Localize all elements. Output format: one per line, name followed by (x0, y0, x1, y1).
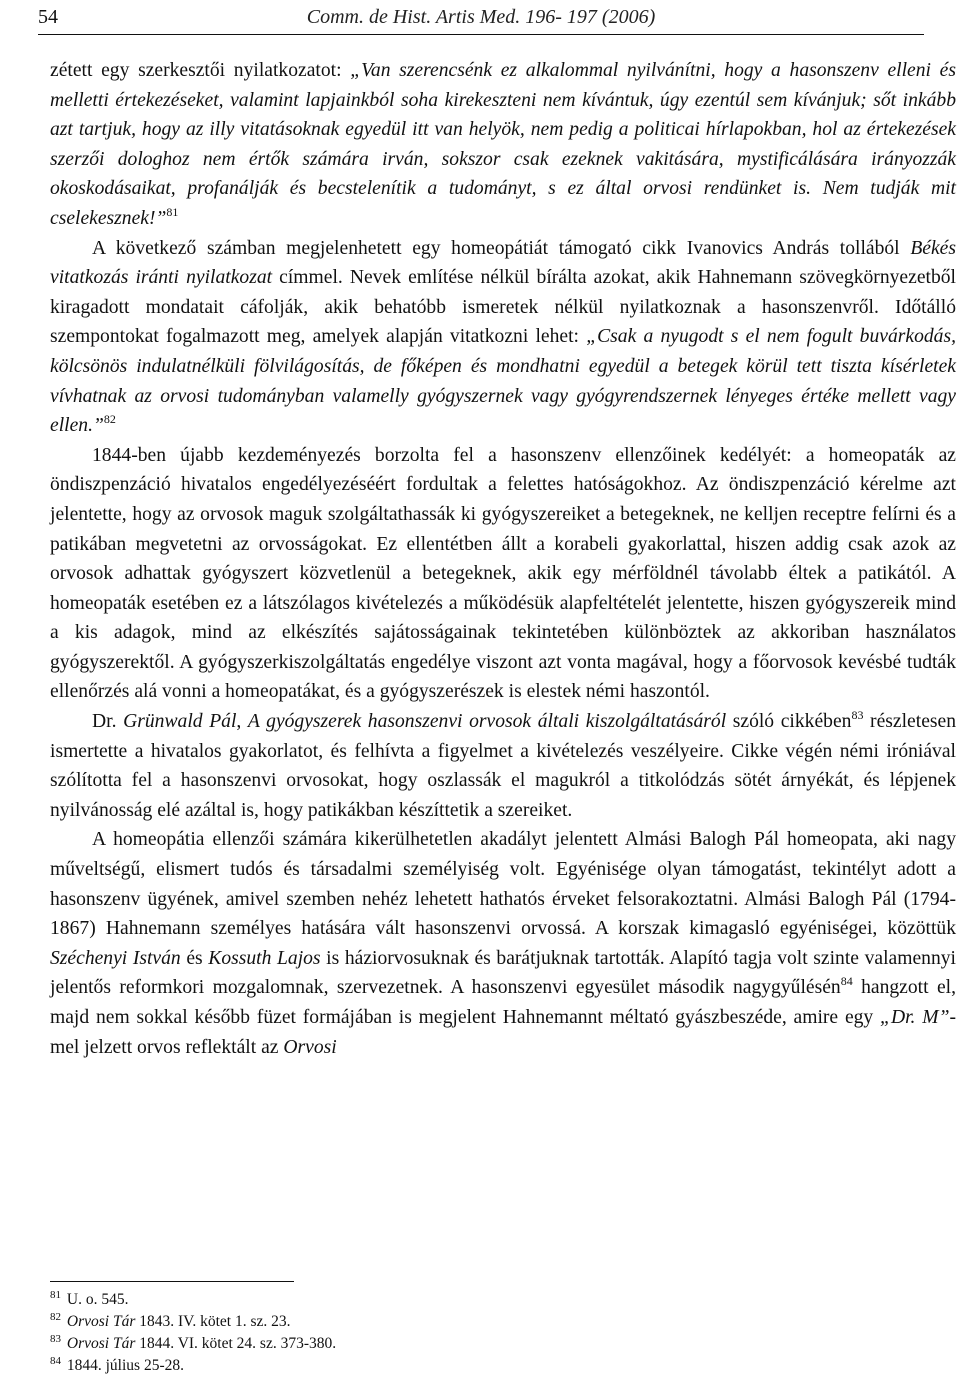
header-rule (38, 34, 924, 35)
page-header (38, 6, 924, 36)
footnote-rule (50, 1281, 294, 1282)
p5-text-4: hangzott el, majd nem sokkal később füzet formájában is megjelent Hahnemannt méltató gyászbeszéde, amire egy (50, 977, 956, 1028)
footnote-81 (50, 1289, 650, 1311)
footnote-text: 1843. IV. kötet 1. sz. 23. (135, 1313, 291, 1330)
p2-title: Békés vitatkozás iránti nyilatkozat (50, 237, 956, 289)
p2-quote: „Csak a nyugodt s el nem fogult buvárkodás, kölcsönös indulatnélküli fölvilágosítás, de főképen és mondhatni egyedül a betegek körül tett tiszta kísérletek vívhatnak az orvosi tudományban valamelly gyógyszernek vagy gyógyrendszernek lényeges értéke mellett vagy ellen.” (50, 326, 956, 437)
p4-text-1: Dr. (92, 711, 124, 733)
p1-lead: zétett egy szerkesztői nyilatkozatot: (50, 60, 351, 81)
footnote-num: 84 (50, 1355, 61, 1367)
footnote-ref-81: 81 (166, 204, 179, 219)
footnote-82 (50, 1311, 650, 1333)
p1-quote: „Van szerencsénk ez alkalommal nyilvánítni, hogy a hasonszenv elleni és melletti értekezéseket, valamint lapjainkból soha kirekeszteni nem kívántuk, úgy ezentúl sem kívánjuk; sőt inkább azt tartjuk, hogy az illy vitatásoknak egyedül itt van helyök, nem pedig a politicai hírlapokban, hol az értekezések szerzői dologhoz nem értők számára irván, sokszor csak ezeknek vakitására, mystificálására irányozzák okoskodásaikat, profanálják és becstelenítik a tudományt, s ez által orvosi rendünket is. Nem tudják mit cselekesznek!” (50, 60, 956, 229)
paragraph-1 (50, 56, 956, 234)
p5-name-2: Kossuth Lajos (208, 947, 321, 969)
footnote-84 (50, 1355, 650, 1377)
p2-text-1: A következő számban megjelenhetett egy homeopátiát támogató cikk Ivanovics András tollából (92, 237, 911, 259)
paragraph-2 (50, 234, 956, 441)
paragraph-5 (50, 825, 956, 1062)
p4-title: A gyógyszerek hasonszenvi orvosok általi kiszolgáltatásáról (247, 711, 727, 733)
footnotes (50, 1289, 650, 1377)
p4-sep: , (236, 711, 248, 733)
footnote-text: 1844. VI. kötet 24. sz. 373-380. (135, 1335, 337, 1352)
footnote-ref-83: 83 (851, 708, 864, 723)
p5-text-3: is háziorvosuknak és barátjuknak tartották. Alapító tagja volt szinte valamennyi jelentős reformkori mozgalomnak, szervezetnek. A hasonszenvi egyesület második nagygyűlésén (50, 947, 956, 999)
footnote-83 (50, 1333, 650, 1355)
footnote-text: U. o. 545. (66, 1291, 129, 1308)
paragraph-4 (50, 707, 956, 825)
body-text (50, 56, 956, 1062)
p4-author: Grünwald Pál (123, 711, 237, 733)
paragraph-3: 1844-ben újabb kezdeményezés borzolta fel a hasonszenv ellenzőinek kedélyét: a homeopaták az öndiszpenzáció hivatalos engedélyezéséért fordultak a felettes hatóságokhoz. Az öndiszpenzáció kérelme azt jelentette, hogy az orvosok maguk szolgáltathassák ki gyógyszereiket a betegeknek, ne kelljen receptre felírni és a patikában megvetetni az orvosságokat. Ez ellentétben állt a korabeli gyakorlattal, hiszen addig csak azok az orvosok adhattak gyógyszert közvetlenül a betegeknek, akik egy mérföldnél távolabb éltek a patikától. A homeopaták esetében ez a látszólagos kivételezés a működésük alapfeltételét jelentette, hiszen gyógyszereik mind a kis adagok, mind az elkészítés sajátosságainak tekintetében különböztek az akkoriban használatos gyógyszerektől. A gyógyszerkiszolgáltatás engedélye viszont azt vonta magával, hogy a főorvosok kevésbé tudták ellenőrzés alá vonni a homeopatákat, és a gyógyszerészek is elestek némi haszontól. (50, 444, 956, 703)
p5-text-5: -mel jelzett orvos reflektált az (50, 1007, 957, 1058)
page-number: 54 (38, 6, 58, 28)
p5-dr: „Dr. M” (880, 1007, 950, 1028)
footnote-journal: Orvosi Tár (66, 1313, 136, 1330)
p4-text-2: szóló cikkében (726, 711, 852, 733)
footnote-journal: Orvosi Tár (66, 1335, 136, 1352)
running-head: Comm. de Hist. Artis Med. 196- 197 (2006) (306, 6, 656, 28)
footnote-text: 1844. július 25-28. (66, 1357, 184, 1374)
footnote-ref-84: 84 (840, 974, 853, 989)
footnote-num: 82 (50, 1311, 61, 1323)
footnote-num: 83 (50, 1333, 61, 1345)
p5-text-2: és (180, 947, 209, 969)
footnote-ref-82: 82 (103, 412, 116, 427)
p4-text-3: részletesen ismertette a hivatalos gyakorlatot, és felhívta a figyelmet a kivételezés veszélyeire. Cikke végén némi iróniával szólította fel a hasonszenvi orvosokat, hogy oszlassák el magukról a titkolódzás sötét árnyékát, és lépjenek nyilvánosság elé azáltal is, hogy patikákban készíttetik a szereiket. (50, 711, 957, 821)
p5-journal: Orvosi (283, 1036, 337, 1058)
p2-text-2: címmel. Nevek említése nélkül bírálta azokat, akik Hahnemann szövegkörnyezetből kiragadott mondatait cáfolják, akik behatóbb ismeretek nélkül nyilatkoznak a hasonszenvről. Időtálló szempontokat fogalmazott meg, amelyek alapján vitatkozni lehet: (50, 267, 956, 348)
p5-text-1: A homeopátia ellenzői számára kikerülhetetlen akadályt jelentett Almási Balogh Pál homeopata, aki nagy műveltségű, elismert tudós és társadalmi személyiség volt. Egyénisége olyan támogatást, tekintélyt adott a hasonszenv ügyének, amivel szemben nehéz lehetett hathatós érveket felsorakoztatni. Almási Balogh Pál (1794-1867) Hahnemann személyes hatására vált hasonszenvi orvossá. A korszak kimagasló egyéniségei, közöttük (50, 829, 956, 940)
footnote-num: 81 (50, 1289, 61, 1301)
p5-name-1: Széchenyi István (50, 947, 181, 969)
